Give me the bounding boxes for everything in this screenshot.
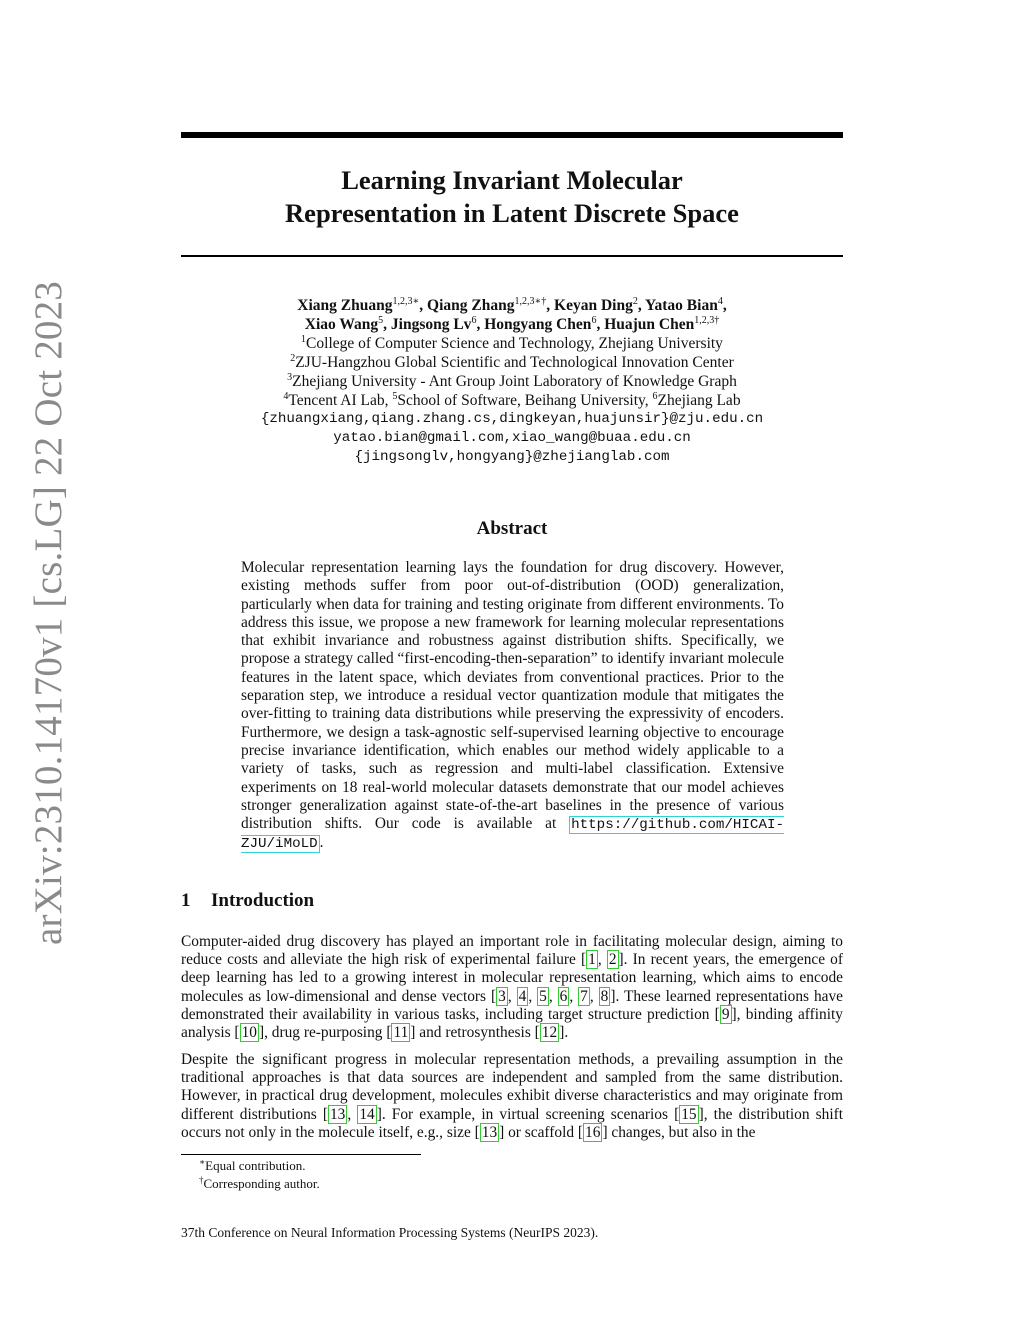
citation-link[interactable]: 8 [600, 987, 609, 1005]
citation-link[interactable]: 3 [498, 987, 506, 1005]
citation-link[interactable]: 15 [681, 1105, 697, 1123]
section-heading-introduction [181, 889, 314, 913]
author-sup: 1,2,3∗† [514, 296, 547, 307]
affiliation-1: $^1$College of Computer Science and Technology, Zhejiang University [301, 334, 723, 352]
author-name: Xiao Wang [304, 316, 379, 333]
author-sup: 6 [591, 315, 597, 326]
section-title: Introduction [211, 890, 315, 911]
citation-link[interactable]: 16 [585, 1123, 601, 1141]
author-name: Qiang Zhang [427, 297, 515, 314]
citation-link[interactable]: 13 [329, 1105, 346, 1123]
footnote-equal-contribution: ∗Equal contribution. [199, 1157, 306, 1173]
author-line-1: Xiang Zhuang$^{1,2,3∗}$, Qiang Zhang$^{1,2,3∗\dagger}$, Keyan Ding$^2$, Yatao Bian$^4$, [297, 296, 727, 314]
title-line-2: Representation in Latent Discrete Space [285, 198, 739, 228]
author-block [181, 296, 843, 467]
title-rule-bottom [181, 255, 843, 257]
intro-paragraph-2: Despite the significant progress in molecular representation methods, a prevailing assumption in the traditional approaches is that data sources are independent and sampled from the same distribution. However, in practical drug development, molecules exhibit diverse characteristics and may originate from different distributions [ 13 , 14 ]. For example, in virtual screening scenarios [ 15 ], the distribution shift occurs not only in the molecule itself, e.g., size [ 13 ] or scaffold [ 16 ] changes, but also in the [181, 1051, 844, 1141]
title-rule-top [181, 132, 843, 138]
intro-paragraph-1: Computer-aided drug discovery has played an important role in facilitating molecular design, aiming to reduce costs and alleviate the high risk of experimental failure [ 1 , 2 ]. In recent years, the emergence of deep learning has led to a growing interest in molecular representation learning, which aims to encode molecules as low-dimensional and dense vectors [ 3 , 4 , 5 , 6 , 7 , 8 ]. These learned representations have demonstrated their availability in various tasks, including target structure prediction [ 9 ], binding affinity analysis [ 10 ], drug re-purposing [ 11 ] and retrosynthesis [ 12 ]. [181, 933, 844, 1042]
author-sup: 1,2,3∗ [392, 296, 420, 307]
email-line-1[interactable]: {zhuangxiang,qiang.zhang.cs,dingkeyan,huajunsir}@zju.edu.cn [260, 411, 764, 427]
arxiv-stamp: arXiv:2310.14170v1 [cs.LG] 22 Oct 2023 [27, 281, 70, 945]
code-link[interactable]: https://github.com/HICAI-ZJU/iMoLD [241, 817, 784, 853]
email-line-2[interactable]: yatao.bian@gmail.com,xiao_wang@buaa.edu.cn [333, 430, 691, 446]
author-sup: 4 [717, 296, 723, 307]
affiliation-3: $^3$Zhejiang University - Ant Group Joint Laboratory of Knowledge Graph [287, 372, 737, 390]
author-name: Keyan Ding [554, 297, 633, 314]
affiliation-4: $^4$Tencent AI Lab, $^5$School of Software, Beihang University, $^6$Zhejiang Lab [283, 391, 741, 409]
title-line-1: Learning Invariant Molecular [341, 165, 683, 195]
citation-link[interactable]: 12 [541, 1024, 558, 1042]
affiliation-2: $^2$ZJU-Hangzhou Global Scientific and Technological Innovation Center [290, 353, 734, 371]
citation-link[interactable]: 4 [518, 987, 527, 1005]
paper-title [181, 164, 843, 230]
citation-link[interactable]: 7 [580, 987, 588, 1005]
author-sup: 6 [471, 315, 477, 326]
abstract-heading: Abstract [476, 518, 548, 539]
citation-link[interactable]: 10 [241, 1024, 257, 1042]
citation-link[interactable]: 11 [393, 1024, 409, 1042]
author-sup: 1,2,3† [694, 315, 720, 326]
author-name: Jingsong Lv [390, 316, 472, 333]
author-name: Hongyang Chen [484, 316, 592, 333]
abstract-text: Molecular representation learning lays the foundation for drug discovery. However, existing methods suffer from poor out-of-distribution (OOD) generalization, particularly when data for training and testing originate from different environments. To address this issue, we propose a new framework for learning molecular representations that exhibit invariance and robustness against distribution shifts. Specifically, we propose a strategy called “first-encoding-then-separation” to identify invariant molecule features in the latent space, which deviates from conventional practices. Prior to the separation step, we introduce a residual vector quantization module that mitigates the over-fitting to training data distributions while preserving the expressivity of encoders. Furthermore, we design a task-agnostic self-supervised learning objective to encourage precise invariance identification, which enables our method widely applicable to a variety of tasks, such as regression and multi-label classification. Extensive experiments on 18 real-world molecular datasets demonstrate that our model achieves stronger generalization against state-of-the-art baselines in the presence of various distribution shifts. Our code is available at https://github.com/HICAI-ZJU/iMoLD . [241, 559, 784, 853]
author-line-2: Xiao Wang$^5$, Jingsong Lv$^6$, Hongyang Chen$^6$, Huajun Chen$^{1,2,3\dagger}$ [304, 315, 720, 333]
author-name: Yatao Bian [645, 297, 718, 314]
email-line-3[interactable]: {jingsonglv,hongyang}@zhejianglab.com [354, 449, 670, 465]
section-number: 1 [181, 890, 191, 911]
footnote-rule [181, 1154, 421, 1155]
author-name: Huajun Chen [604, 316, 695, 333]
citation-link[interactable]: 5 [539, 987, 547, 1005]
citation-link[interactable]: 1 [588, 951, 596, 969]
citation-link[interactable]: 13 [481, 1123, 498, 1141]
citation-link[interactable]: 6 [559, 987, 568, 1005]
author-sup: 2 [632, 296, 638, 307]
conference-footer: 37th Conference on Neural Information Processing Systems (NeurIPS 2023). [181, 1225, 599, 1240]
author-sup: 5 [378, 315, 384, 326]
footnote-corresponding-author: †Corresponding author. [199, 1175, 320, 1191]
citation-link[interactable]: 14 [359, 1105, 375, 1123]
citation-link[interactable]: 2 [608, 951, 617, 969]
citation-link[interactable]: 9 [721, 1005, 730, 1023]
author-name: Xiang Zhuang [297, 297, 393, 314]
